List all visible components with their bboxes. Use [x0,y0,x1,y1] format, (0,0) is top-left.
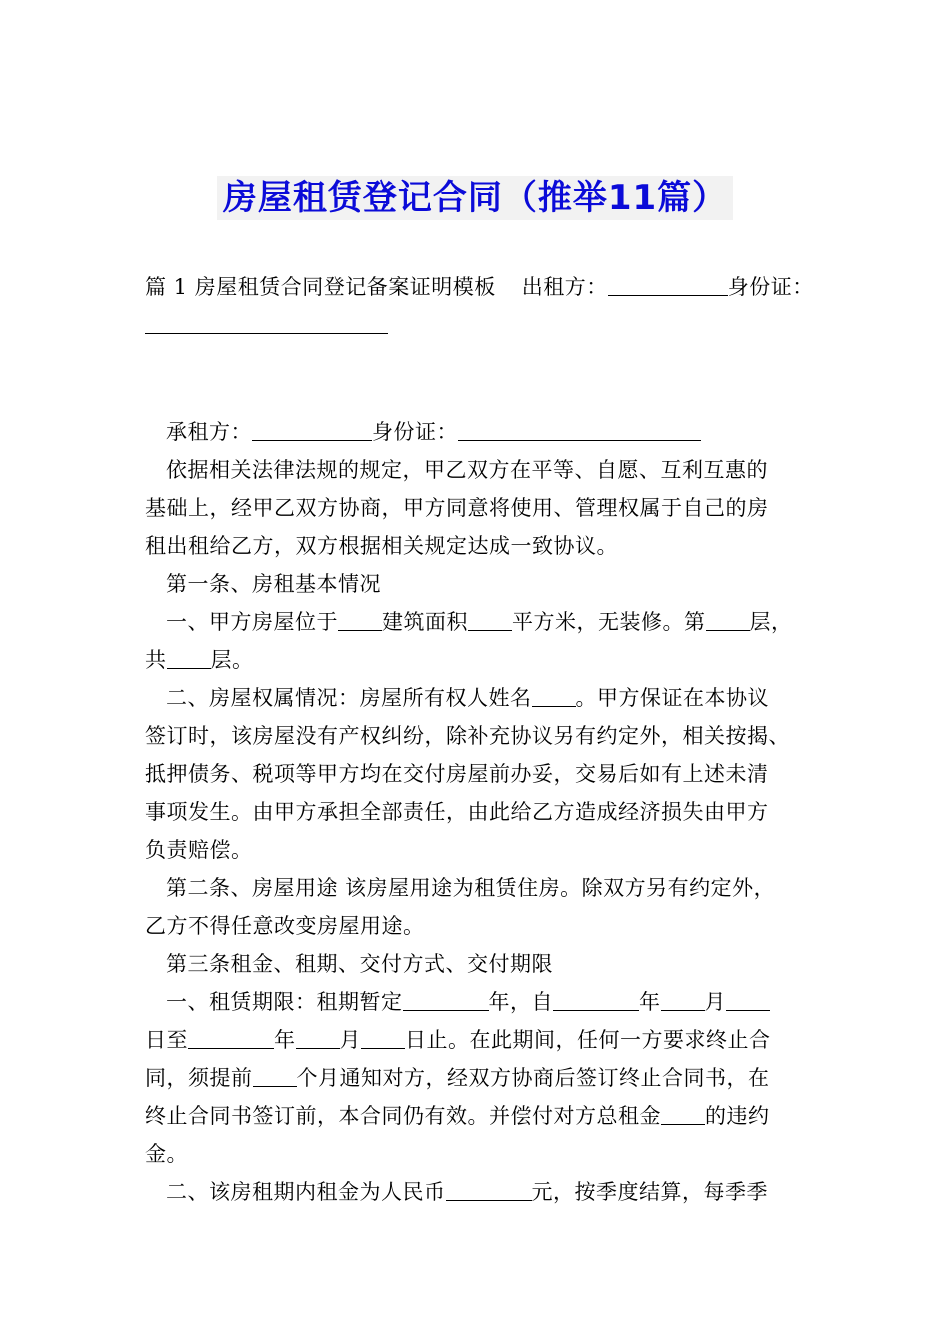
total-floors-blank[interactable] [167,646,211,669]
article-3-item-1-line-4 [145,1097,817,1135]
contract-body [145,413,817,1211]
article-1-item-2-line-5: 负责赔偿。 [145,838,253,862]
lessee-label: 承租方： [166,420,252,444]
article-1-item-2-line-4: 事项发生。由甲方承担全部责任，由此给乙方造成经济损失由甲方 [145,800,769,824]
article-1-item-2 [145,679,817,717]
document-title: 房屋租赁登记合同（推举11篇） [217,176,733,220]
article-1-item-2-line-2: 签订时，该房屋没有产权纠纷，除补充协议另有约定外，相关按揭、 [145,724,790,748]
article-3-item-1-line-3 [145,1059,817,1097]
area-blank[interactable] [468,608,512,631]
intro-line-1: 依据相关法律法规的规定，甲乙双方在平等、自愿、互利互惠的 [166,458,768,482]
notice-months-blank[interactable] [253,1064,297,1087]
text-segment: 年，自 [488,990,553,1014]
article-2-line-1: 第二条、房屋用途 该房屋用途为租赁住房。除双方另有约定外， [166,876,776,900]
text-segment: 层， [749,610,793,634]
end-year-blank[interactable] [188,1026,274,1049]
text-segment: 一、甲方房屋位于 [166,610,338,634]
id-label-2: 身份证： [372,420,458,444]
article-3-title: 第三条租金、租期、交付方式、交付期限 [166,952,553,976]
article-2-line-2: 乙方不得任意改变房屋用途。 [145,914,425,938]
floor-blank[interactable] [706,608,750,631]
start-day-blank[interactable] [726,988,770,1011]
article-1-item-1-cont [145,641,817,679]
start-month-blank[interactable] [661,988,705,1011]
header-line [145,268,817,306]
text-segment: 一、租赁期限：租期暂定 [166,990,403,1014]
text-segment: 日止。在此期间，任何一方要求终止合 [405,1028,771,1052]
id-blank-line [145,306,817,344]
article-3-item-1 [145,983,817,1021]
text-segment: 平方米，无装修。第 [512,610,706,634]
penalty-blank[interactable] [661,1102,705,1125]
text-segment: 建筑面积 [382,610,468,634]
header-block [145,268,817,344]
intro-line-2: 基础上，经甲乙双方协商，甲方同意将使用、管理权属于自己的房 [145,496,769,520]
end-month-blank[interactable] [296,1026,340,1049]
article-1-title: 第一条、房租基本情况 [166,572,381,596]
start-year-blank[interactable] [553,988,639,1011]
text-segment: 月 [704,990,726,1014]
owner-name-blank[interactable] [532,684,576,707]
location-blank[interactable] [338,608,382,631]
text-segment: 日至 [145,1028,188,1052]
lessee-id-blank[interactable] [458,418,701,441]
text-segment: 月 [339,1028,361,1052]
text-segment: 层。 [210,648,254,672]
id-label-1: 身份证： [727,275,814,299]
article-3-item-1-line-2 [145,1021,817,1059]
intro-line-3: 租出租给乙方，双方根据相关规定达成一致协议。 [145,534,618,558]
lessee-line [145,413,817,451]
lessor-label: 出租方： [521,275,608,299]
title-container [0,176,950,220]
text-segment: 年 [274,1028,296,1052]
text-segment: 二、房屋权属情况：房屋所有权人姓名 [166,686,532,710]
article-3-item-2 [145,1173,817,1211]
text-segment: 。甲方保证在本协议 [575,686,769,710]
chapter-heading: 篇 1 房屋租赁合同登记备案证明模板 [145,275,496,299]
text-segment: 元，按季度结算，每季季 [531,1180,768,1204]
text-segment: 同，须提前 [145,1066,253,1090]
lessor-blank[interactable] [608,273,728,296]
text-segment: 共 [145,648,167,672]
text-segment: 终止合同书签订前，本合同仍有效。并偿付对方总租金 [145,1104,661,1128]
article-3-item-1-line-5: 金。 [145,1142,188,1166]
article-1-item-1 [145,603,817,641]
text-segment: 个月通知对方，经双方协商后签订终止合同书，在 [296,1066,770,1090]
lessee-blank[interactable] [252,418,372,441]
text-segment: 二、该房租期内租金为人民币 [166,1180,446,1204]
rent-amount-blank[interactable] [446,1178,532,1201]
end-day-blank[interactable] [361,1026,405,1049]
term-years-blank[interactable] [403,988,489,1011]
lessor-id-blank[interactable] [145,311,388,334]
text-segment: 的违约 [705,1104,770,1128]
text-segment: 年 [639,990,661,1014]
article-1-item-2-line-3: 抵押债务、税项等甲方均在交付房屋前办妥，交易后如有上述未清 [145,762,769,786]
